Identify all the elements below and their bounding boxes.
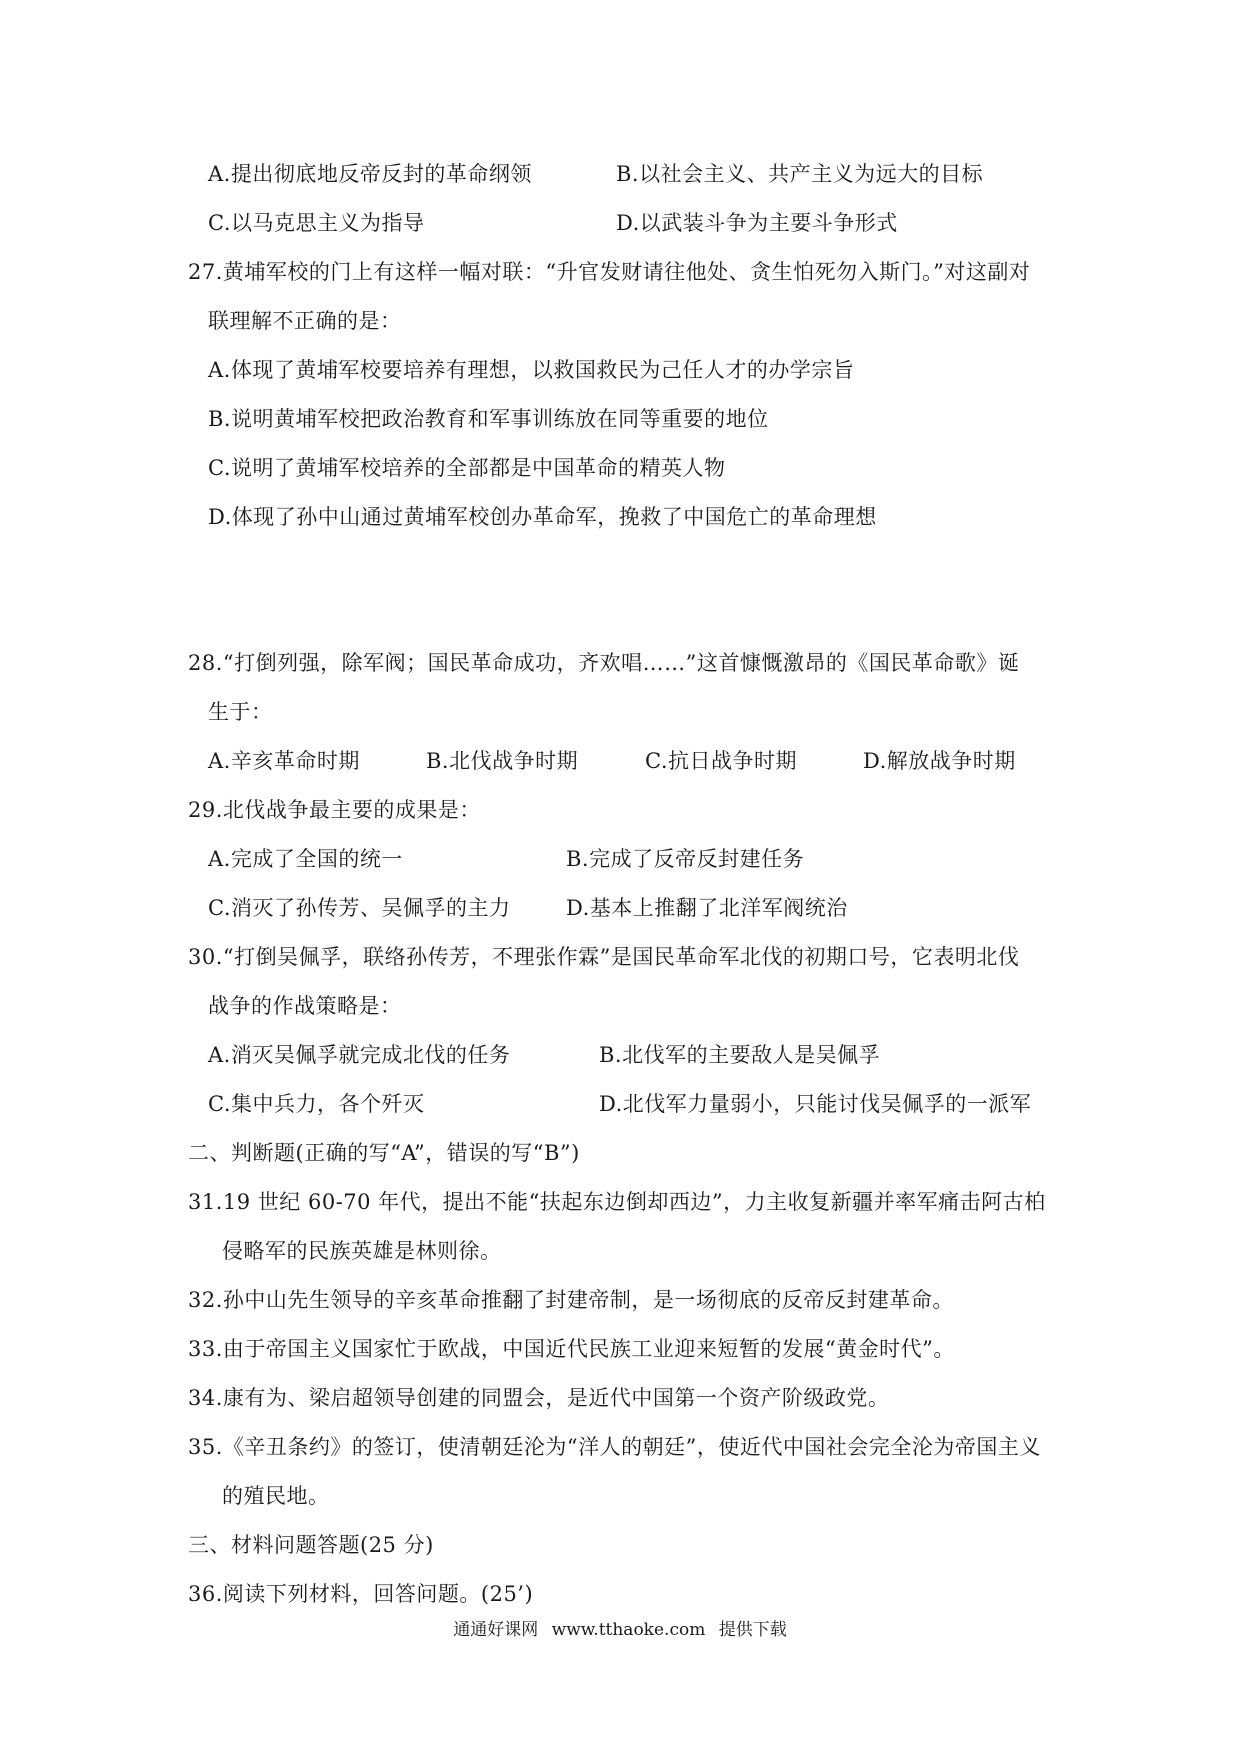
q29-option-d: D.基本上推翻了北洋军阀统治 [566, 896, 848, 920]
q29-option-b: B.完成了反帝反封建任务 [566, 847, 805, 871]
q29-stem: 29.北伐战争最主要的成果是： [188, 798, 481, 822]
q27-stem-line2: 联理解不正确的是： [208, 309, 402, 333]
q34: 34.康有为、梁启超领导创建的同盟会，是近代中国第一个资产阶级政党。 [188, 1386, 890, 1410]
q30-option-b: B.北伐军的主要敌人是吴佩孚 [599, 1043, 881, 1067]
q30-option-d: D.北伐军力量弱小，只能讨伐吴佩孚的一派军 [599, 1092, 1032, 1116]
q35-line1: 35.《辛丑条约》的签订，使清朝廷沦为“洋人的朝廷”，使近代中国社会完全沦为帝国主义 [188, 1435, 1041, 1459]
q31-line2: 侵略军的民族英雄是林则徐。 [222, 1239, 502, 1263]
q26-option-c: C.以马克思主义为指导 [208, 211, 425, 235]
q30-stem-line2: 战争的作战策略是： [208, 994, 402, 1018]
q26-option-b: B.以社会主义、共产主义为远大的目标 [616, 162, 984, 186]
page-footer [0, 1618, 1240, 1642]
section2-heading: 二、判断题(正确的写“A”，错误的写“B”) [188, 1141, 580, 1165]
q29-option-a: A.完成了全国的统一 [208, 847, 403, 871]
q32: 32.孙中山先生领导的辛亥革命推翻了封建帝制，是一场彻底的反帝反封建革命。 [188, 1288, 954, 1312]
q30-option-c: C.集中兵力，各个歼灭 [208, 1092, 425, 1116]
q28-option-d: D.解放战争时期 [863, 749, 1016, 773]
q26-option-a: A.提出彻底地反帝反封的革命纲领 [208, 162, 532, 186]
q27-option-c: C.说明了黄埔军校培养的全部都是中国革命的精英人物 [208, 456, 726, 480]
q35-line2: 的殖民地。 [222, 1484, 330, 1508]
q30-stem-line1: 30.“打倒吴佩孚，联络孙传芳，不理张作霖”是国民革命军北伐的初期口号，它表明北伐 [188, 945, 1020, 969]
q30-option-a: A.消灭吴佩孚就完成北伐的任务 [208, 1043, 511, 1067]
q28-option-c: C.抗日战争时期 [645, 749, 797, 773]
footer-suffix: 提供下载 [718, 1620, 787, 1640]
footer-site-url: www.tthaoke.com [551, 1620, 706, 1640]
q29-option-c: C.消灭了孙传芳、吴佩孚的主力 [208, 896, 511, 920]
q31-line1: 31.19 世纪 60-70 年代，提出不能“扶起东边倒却西边”，力主收复新疆并率军痛击阿古柏 [188, 1190, 1046, 1214]
section3-heading: 三、材料问题答题(25 分) [188, 1533, 434, 1557]
q33: 33.由于帝国主义国家忙于欧战，中国近代民族工业迎来短暂的发展“黄金时代”。 [188, 1337, 955, 1361]
footer-site-name: 通通好课网 [453, 1620, 539, 1640]
q27-stem-line1: 27.黄埔军校的门上有这样一幅对联：“升官发财请往他处、贪生怕死勿入斯门。”对这副对 [188, 260, 1031, 284]
q36: 36.阅读下列材料，回答问题。(25’) [188, 1582, 534, 1606]
q26-option-d: D.以武装斗争为主要斗争形式 [616, 211, 898, 235]
q27-option-d: D.体现了孙中山通过黄埔军校创办革命军，挽救了中国危亡的革命理想 [208, 505, 877, 529]
q28-stem-line1: 28.“打倒列强，除军阀；国民革命成功，齐欢唱……”这首慷慨激昂的《国民革命歌》诞 [188, 651, 1020, 675]
q28-option-b: B.北伐战争时期 [426, 749, 579, 773]
q28-stem-line2: 生于： [208, 700, 273, 724]
q28-option-a: A.辛亥革命时期 [208, 749, 360, 773]
q27-option-a: A.体现了黄埔军校要培养有理想，以救国救民为己任人才的办学宗旨 [208, 358, 855, 382]
q27-option-b: B.说明黄埔军校把政治教育和军事训练放在同等重要的地位 [208, 407, 769, 431]
